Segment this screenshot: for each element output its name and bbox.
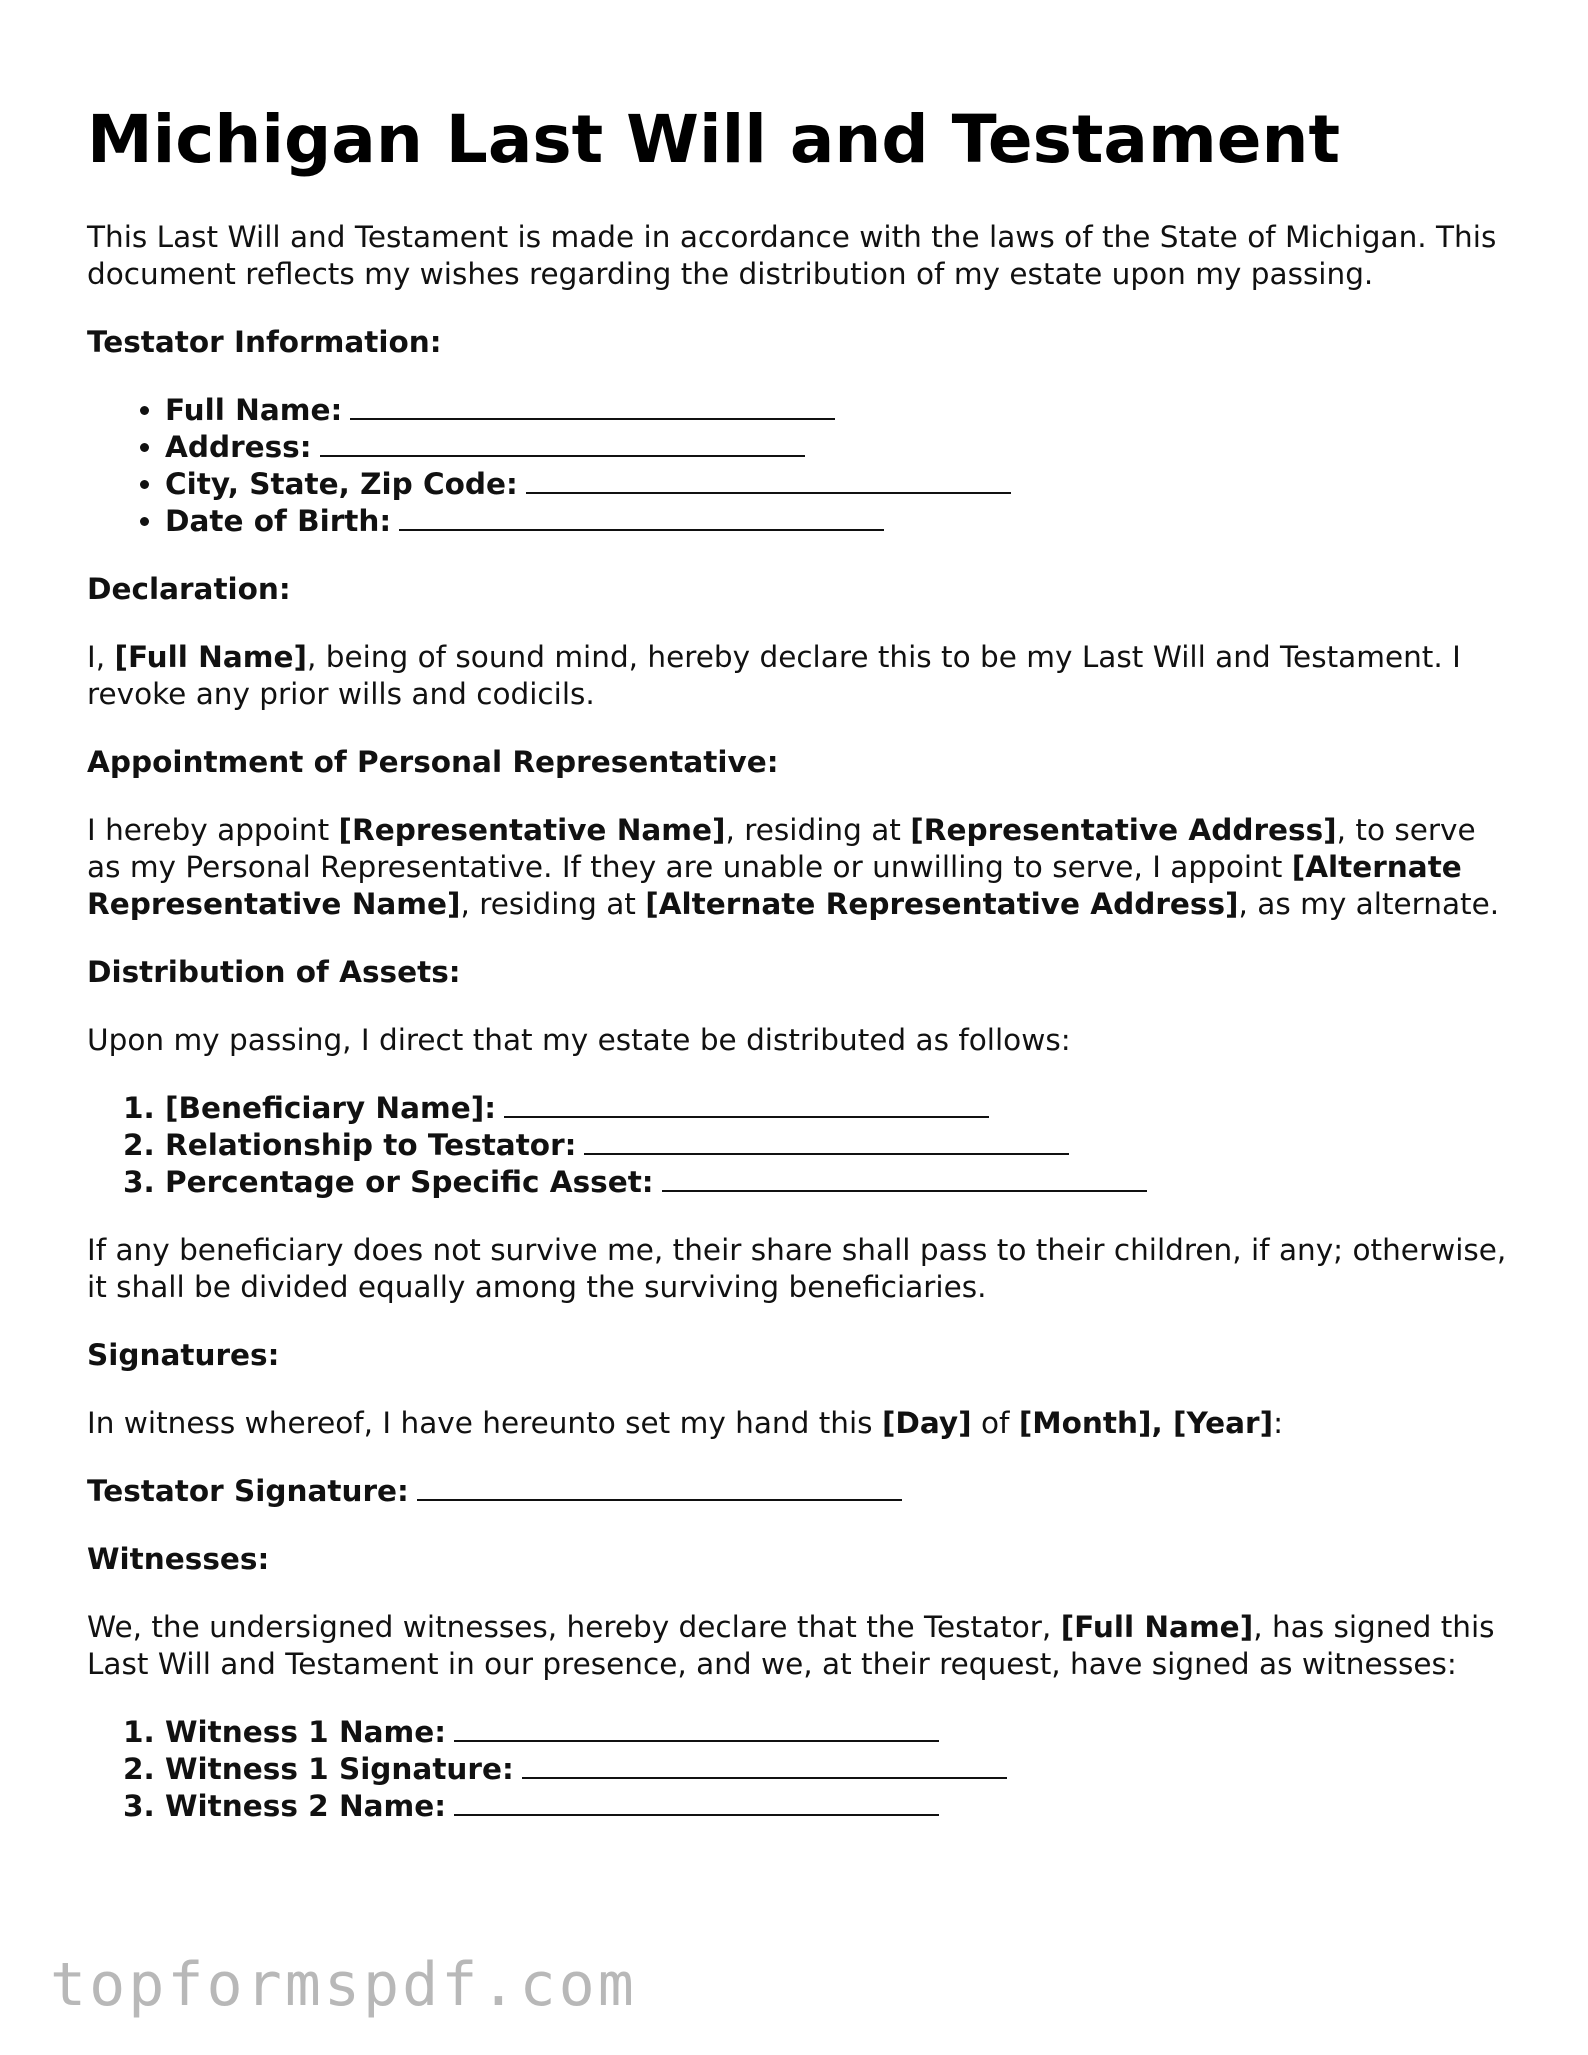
witness-1-signature-blank[interactable] bbox=[522, 1751, 1007, 1779]
distribution-note: If any beneficiary does not survive me, their share shall pass to their children, if any; otherwise, it shall be divided equally among the surviving beneficiaries. bbox=[87, 1233, 1507, 1305]
list-item: • Date of Birth: bbox=[165, 503, 1507, 540]
declaration-paragraph: I, [Full Name], being of sound mind, hereby declare this to be my Last Will and Testament. I revoke any prior wills and codicils. bbox=[87, 640, 1461, 712]
percentage-asset-blank[interactable] bbox=[662, 1164, 1147, 1192]
distribution-intro: Upon my passing, I direct that my estate be distributed as follows: bbox=[87, 1023, 1071, 1058]
testator-field-list bbox=[87, 392, 1507, 540]
document-page bbox=[87, 100, 1507, 1856]
list-item: 3. Percentage or Specific Asset: bbox=[165, 1164, 1507, 1201]
page-title: Michigan Last Will and Testament bbox=[87, 101, 1341, 178]
list-item: • City, State, Zip Code: bbox=[165, 466, 1507, 503]
full-name-blank[interactable] bbox=[350, 392, 835, 420]
signatures-heading: Signatures: bbox=[87, 1338, 280, 1373]
appointment-heading: Appointment of Personal Representative: bbox=[87, 745, 779, 780]
declaration-heading: Declaration: bbox=[87, 572, 291, 607]
testator-signature-line: Testator Signature: bbox=[87, 1473, 1507, 1510]
testator-signature-blank[interactable] bbox=[417, 1473, 902, 1501]
date-of-birth-blank[interactable] bbox=[399, 503, 884, 531]
list-item: 1. Witness 1 Name: bbox=[165, 1714, 1507, 1751]
watermark: topformspdf.com bbox=[50, 1950, 637, 2020]
list-item: 2. Witness 1 Signature: bbox=[165, 1751, 1507, 1788]
appointment-paragraph: I hereby appoint [Representative Name], residing at [Representative Address], to serve as my Personal Representative. If they are unable or unwilling to serve, I appoint [Alternate Representative Name], residing at [Alternate Representative Address], as my alternate. bbox=[87, 813, 1500, 922]
witness-1-name-blank[interactable] bbox=[454, 1714, 939, 1742]
address-blank[interactable] bbox=[320, 429, 805, 457]
list-item: 3. Witness 2 Name: bbox=[165, 1788, 1507, 1825]
distribution-heading: Distribution of Assets: bbox=[87, 955, 461, 990]
list-item: • Address: bbox=[165, 429, 1507, 466]
testator-heading: Testator Information: bbox=[87, 325, 442, 360]
list-item: 1. [Beneficiary Name]: bbox=[165, 1090, 1507, 1127]
intro-paragraph: This Last Will and Testament is made in accordance with the laws of the State of Michigan. This document reflects my wishes regarding the distribution of my estate upon my passing. bbox=[87, 220, 1497, 292]
witness-field-list bbox=[87, 1714, 1507, 1825]
city-state-zip-blank[interactable] bbox=[526, 466, 1011, 494]
list-item: • Full Name: bbox=[165, 392, 1507, 429]
witnesses-paragraph: We, the undersigned witnesses, hereby declare that the Testator, [Full Name], has signed this Last Will and Testament in our presence, and we, at their request, have signed as witnesses: bbox=[87, 1610, 1495, 1682]
witness-2-name-blank[interactable] bbox=[454, 1788, 939, 1816]
relationship-blank[interactable] bbox=[584, 1127, 1069, 1155]
beneficiary-name-blank[interactable] bbox=[504, 1090, 989, 1118]
list-item: 2. Relationship to Testator: bbox=[165, 1127, 1507, 1164]
signatures-paragraph: In witness whereof, I have hereunto set my hand this [Day] of [Month], [Year]: bbox=[87, 1406, 1284, 1441]
beneficiary-field-list bbox=[87, 1090, 1507, 1201]
witnesses-heading: Witnesses: bbox=[87, 1542, 270, 1577]
